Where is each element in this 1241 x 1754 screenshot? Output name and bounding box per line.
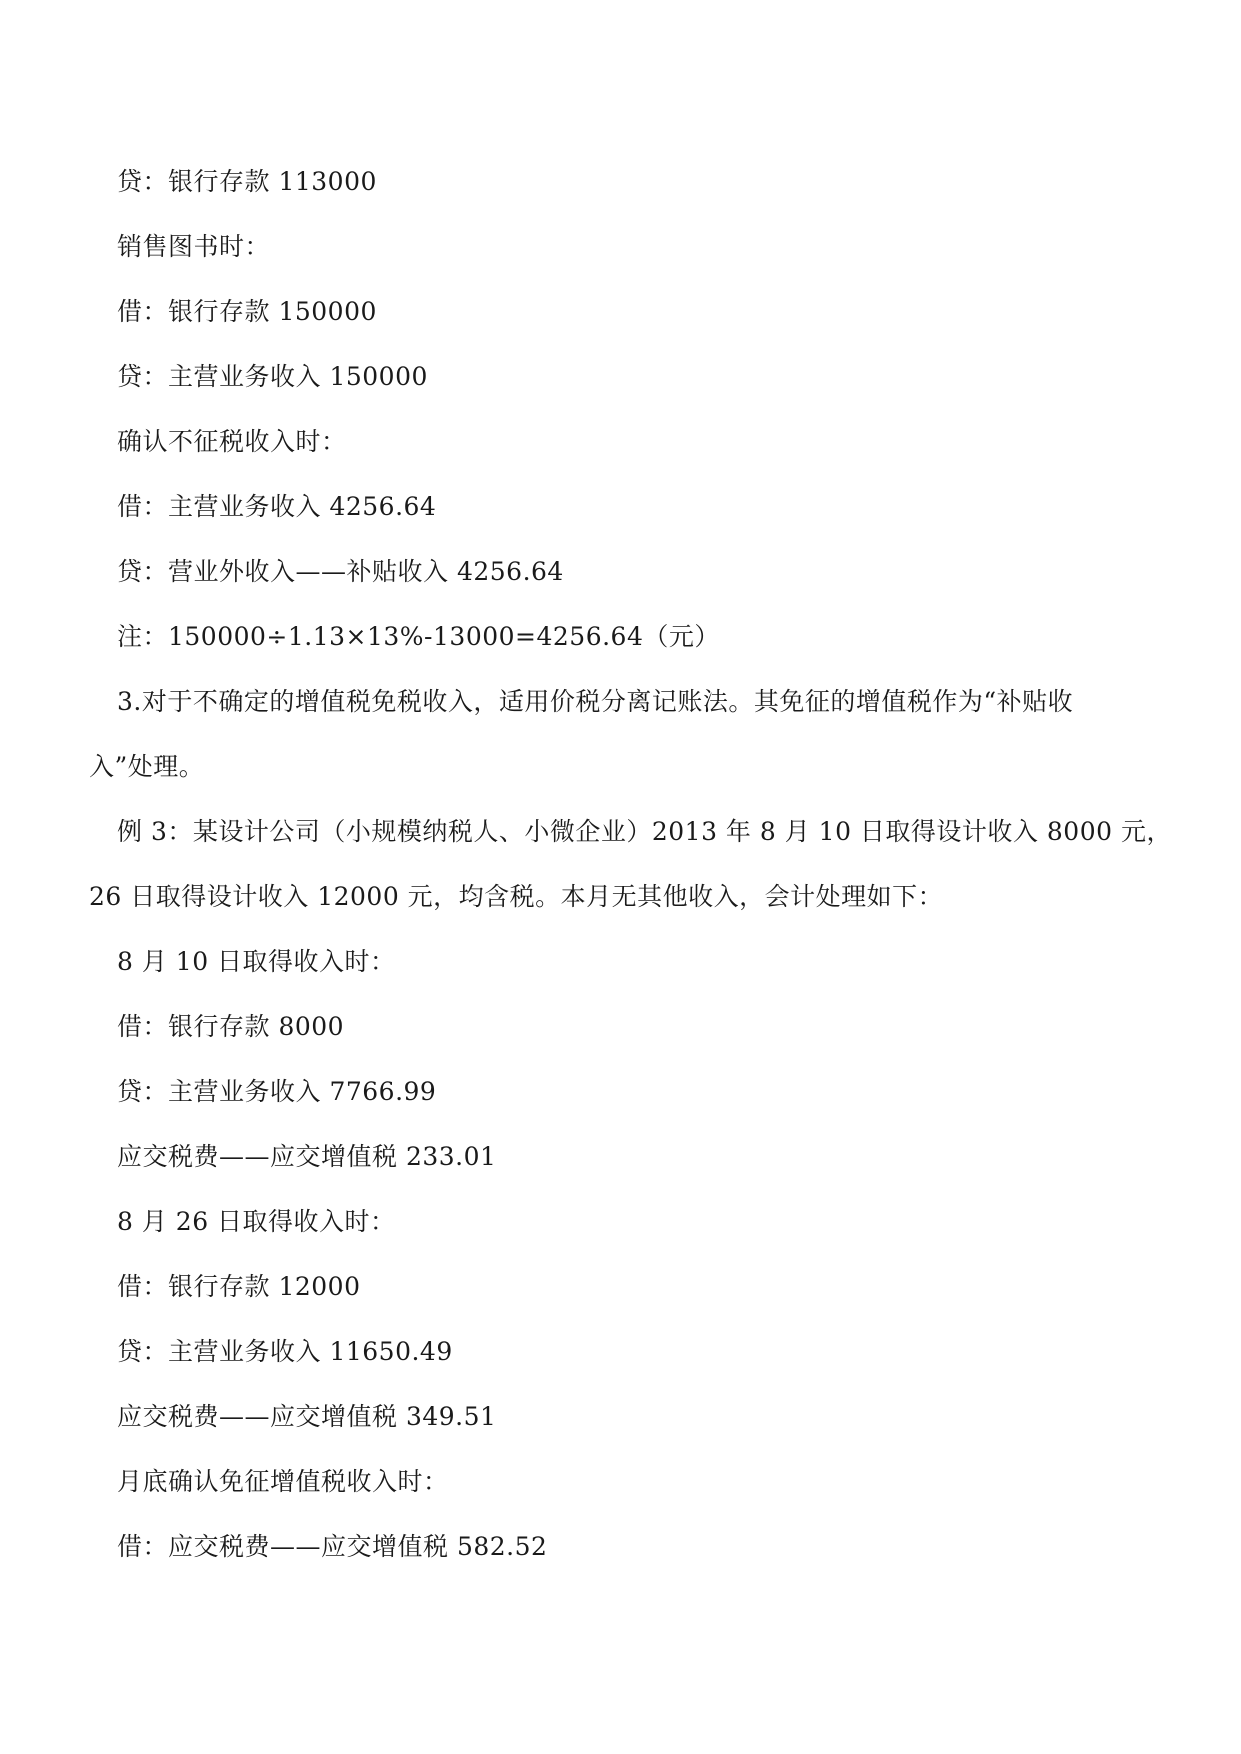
text-line: 借：银行存款 8000 bbox=[117, 1012, 345, 1041]
text-line: 贷：主营业务收入 11650.49 bbox=[117, 1337, 453, 1366]
text-line: 销售图书时： bbox=[117, 232, 271, 261]
text-line: 例 3：某设计公司（小规模纳税人、小微企业）2013 年 8 月 10 日取得设计收入 8000 元， bbox=[117, 817, 1172, 846]
text-line: 月底确认免征增值税收入时： bbox=[117, 1467, 449, 1496]
text-line: 贷：主营业务收入 150000 bbox=[117, 362, 428, 391]
text-line: 确认不征税收入时： bbox=[117, 427, 347, 456]
text-line: 应交税费——应交增值税 233.01 bbox=[117, 1142, 497, 1171]
text-line: 贷：银行存款 113000 bbox=[117, 167, 377, 196]
text-line: 贷：主营业务收入 7766.99 bbox=[117, 1077, 437, 1106]
text-line: 贷：营业外收入——补贴收入 4256.64 bbox=[117, 557, 564, 586]
text-line: 3.对于不确定的增值税免税收入，适用价税分离记账法。其免征的增值税作为“补贴收 bbox=[117, 687, 1074, 716]
text-line: 借：银行存款 12000 bbox=[117, 1272, 361, 1301]
text-line: 注：150000÷1.13×13%-13000=4256.64（元） bbox=[117, 622, 720, 651]
text-line: 借：应交税费——应交增值税 582.52 bbox=[117, 1532, 548, 1561]
text-line: 26 日取得设计收入 12000 元，均含税。本月无其他收入，会计处理如下： bbox=[89, 882, 944, 911]
text-line: 入”处理。 bbox=[89, 752, 205, 781]
text-line: 借：主营业务收入 4256.64 bbox=[117, 492, 437, 521]
text-line: 应交税费——应交增值税 349.51 bbox=[117, 1402, 497, 1431]
text-line: 8 月 26 日取得收入时： bbox=[117, 1207, 396, 1236]
text-line: 借：银行存款 150000 bbox=[117, 297, 377, 326]
text-line: 8 月 10 日取得收入时： bbox=[117, 947, 396, 976]
